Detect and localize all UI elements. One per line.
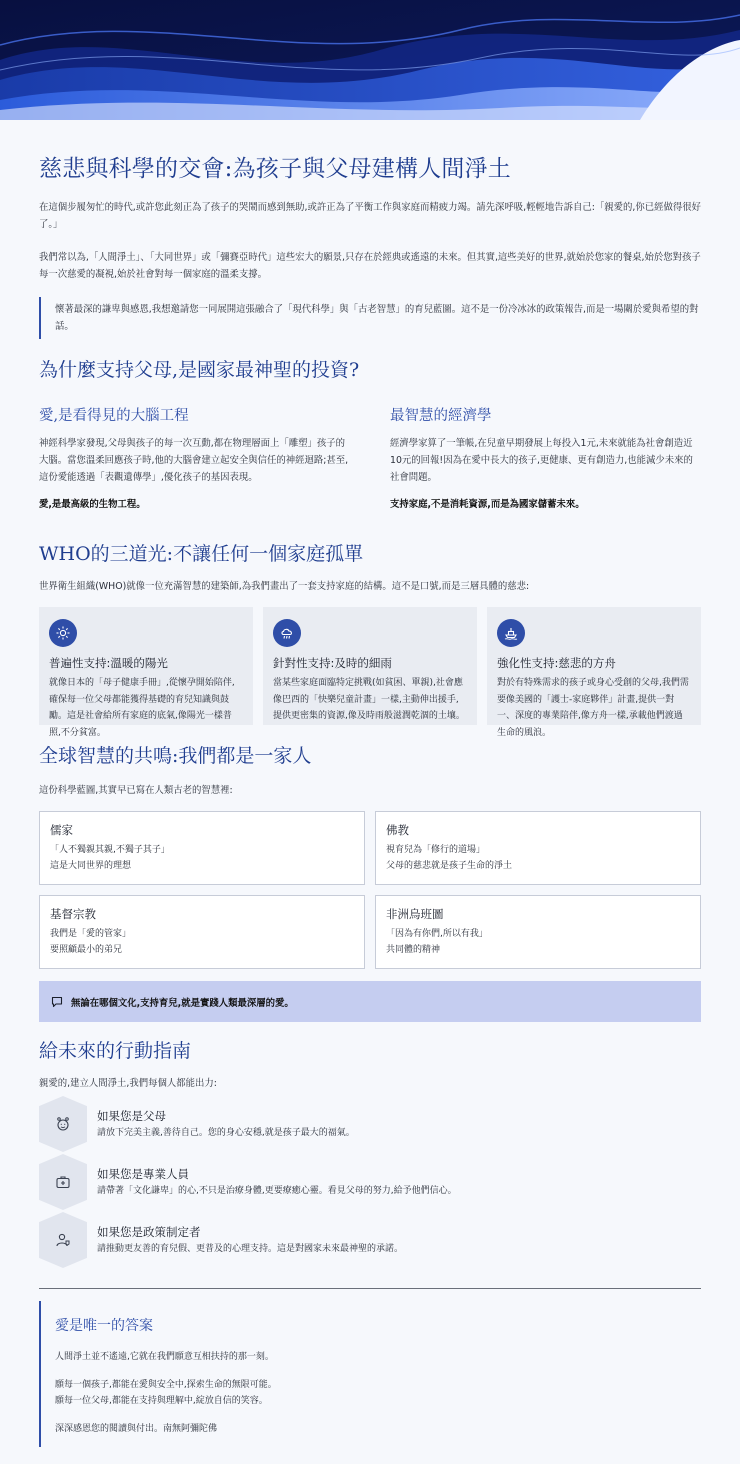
wisdom-line: 共同體的精神 bbox=[386, 945, 441, 955]
who-card-body: 當某些家庭面臨特定挑戰(如貧困、單親),社會應像巴西的「快樂兒童計畫」一樣,主動伸出援手,提供更密集的資源,像及時雨般滋潤乾涸的土壤。 bbox=[273, 678, 465, 721]
action-title: 如果您是政策制定者 bbox=[97, 1224, 201, 1239]
actions-intro: 親愛的,建立人間淨土,我們每個人都能出力: bbox=[39, 1078, 217, 1089]
parent-child-icon bbox=[39, 1096, 87, 1152]
wisdom-title: 基督宗教 bbox=[50, 907, 96, 921]
closing-line: 願每一個孩子,都能在愛與安全中,探索生命的無限可能。 bbox=[55, 1380, 277, 1390]
culture-banner bbox=[39, 981, 701, 1022]
page-title: 慈悲與科學的交會:為孩子與父母建構人間淨土 bbox=[39, 156, 511, 182]
wisdom-line: 我們是「愛的管家」 bbox=[50, 929, 132, 939]
wisdom-box bbox=[375, 811, 701, 885]
who-card bbox=[263, 607, 477, 725]
who-card-title: 普遍性支持:溫暖的陽光 bbox=[49, 656, 168, 670]
action-item bbox=[39, 1098, 701, 1150]
closing-paragraph: 人間淨土並不遙遠,它就在我們願意互相扶持的那一刻。 bbox=[55, 1352, 274, 1362]
action-body: 請放下完美主義,善待自己。您的身心安穩,就是孩子最大的福氣。 bbox=[97, 1127, 355, 1138]
why-column-economics bbox=[390, 404, 701, 513]
action-title: 如果您是父母 bbox=[97, 1108, 166, 1123]
wisdom-line: 視育兒為「修行的道場」 bbox=[386, 845, 486, 855]
closing-line: 願每一位父母,都能在支持與理解中,綻放自信的笑容。 bbox=[55, 1396, 268, 1406]
intro-quote bbox=[39, 297, 701, 339]
wisdom-line: 要照顧最小的弟兄 bbox=[50, 945, 123, 955]
closing-title: 愛是唯一的答案 bbox=[55, 1318, 153, 1334]
who-card-title: 針對性支持:及時的細雨 bbox=[273, 656, 392, 670]
who-intro: 世界衛生組織(WHO)就像一位充滿智慧的建築師,為我們畫出了一套支持家庭的結構。這不是口號,而是三層具體的慈悲: bbox=[39, 581, 530, 592]
intro-paragraph: 我們常以為,「人間淨土」、「大同世界」或「彌賽亞時代」這些宏大的願景,只存在於經典或遙遠的未來。但其實,這些美好的世界,就始於您家的餐桌,始於您對孩子每一次慈愛的凝視,始於社會對每一個家庭的溫柔支撐。 bbox=[39, 252, 701, 280]
wisdom-line: 這是大同世界的理想 bbox=[50, 861, 132, 871]
section-divider bbox=[39, 1288, 701, 1289]
wisdom-title: 儒家 bbox=[50, 823, 73, 837]
why-column-emphasis: 愛,是最高級的生物工程。 bbox=[39, 499, 146, 510]
section-heading-why: 為什麼支持父母,是國家最神聖的投資? bbox=[39, 359, 360, 381]
medical-kit-icon bbox=[39, 1154, 87, 1210]
why-column-body: 神經科學家發現,父母與孩子的每一次互動,都在物理層面上「雕塑」孩子的大腦。當您溫柔回應孩子時,他的大腦會建立起安全與信任的神經迴路;甚至,這份愛能透過「表觀遺傳學」,優化孩子的基因表現。 bbox=[39, 438, 349, 483]
wisdom-box bbox=[375, 895, 701, 969]
wisdom-box bbox=[39, 895, 365, 969]
wisdom-title: 非洲烏班圖 bbox=[386, 907, 444, 921]
why-column-title: 最智慧的經濟學 bbox=[390, 408, 492, 424]
intro-quote-text: 懷著最深的謙卑與感恩,我想邀請您一同展開這張融合了「現代科學」與「古老智慧」的育兒藍圖。這不是一份冷冰冰的政策報告,而是一場關於愛與希望的對話。 bbox=[55, 304, 699, 332]
wisdom-title: 佛教 bbox=[386, 823, 409, 837]
policy-maker-icon bbox=[39, 1212, 87, 1268]
rain-cloud-icon bbox=[273, 619, 301, 647]
action-item bbox=[39, 1156, 701, 1208]
wisdom-box bbox=[39, 811, 365, 885]
who-card-body: 就像日本的「母子健康手冊」,從懷孕開始陪伴,確保每一位父母都能獲得基礎的育兒知識與鼓勵。這是社會給所有家庭的底氣,像陽光一樣普照,不分貧富。 bbox=[49, 678, 235, 738]
why-column-body: 經濟學家算了一筆帳,在兒童早期發展上每投入1元,未來就能為社會創造近10元的回報!因為在愛中長大的孩子,更健康、更有創造力,也能減少未來的社會問題。 bbox=[390, 438, 693, 483]
closing-section bbox=[39, 1301, 701, 1447]
who-cards bbox=[39, 607, 701, 738]
action-item bbox=[39, 1214, 701, 1266]
culture-banner-text: 無論在哪個文化,支持育兒,就是實踐人類最深層的愛。 bbox=[71, 997, 294, 1009]
comment-icon bbox=[51, 996, 63, 1008]
why-column-brain bbox=[39, 404, 350, 513]
section-heading-global: 全球智慧的共鳴:我們都是一家人 bbox=[39, 745, 312, 767]
section-heading-actions: 給未來的行動指南 bbox=[39, 1040, 192, 1062]
boat-icon bbox=[497, 619, 525, 647]
who-card-title: 強化性支持:慈悲的方舟 bbox=[497, 656, 616, 670]
who-card bbox=[487, 607, 701, 738]
global-intro: 這份科學藍圖,其實早已寫在人類古老的智慧裡: bbox=[39, 785, 233, 796]
action-body: 請帶著「文化謙卑」的心,不只是治療身體,更要療癒心靈。看見父母的努力,給予他們信心。 bbox=[97, 1185, 457, 1196]
wisdom-line: 「人不獨親其親,不獨子其子」 bbox=[50, 845, 170, 855]
who-card-body: 對於有特殊需求的孩子或身心受創的父母,我們需要像美國的「護士-家庭夥伴」計畫,提供一對一、深度的專業陪伴,像方舟一樣,承載他們渡過生命的風浪。 bbox=[497, 678, 689, 738]
sun-icon bbox=[49, 619, 77, 647]
why-column-title: 愛,是看得見的大腦工程 bbox=[39, 408, 189, 424]
who-card bbox=[39, 607, 253, 738]
wisdom-line: 「因為有你們,所以有我」 bbox=[386, 929, 488, 939]
wisdom-grid bbox=[39, 811, 701, 969]
action-body: 請推動更友善的育兒假、更普及的心理支持。這是對國家未來最神聖的承諾。 bbox=[97, 1243, 404, 1254]
section-heading-who: WHO的三道光:不讓任何一個家庭孤單 bbox=[39, 543, 364, 565]
hero-banner-image bbox=[0, 0, 740, 120]
action-title: 如果您是專業人員 bbox=[97, 1166, 189, 1181]
why-columns bbox=[39, 404, 701, 513]
wisdom-line: 父母的慈悲就是孩子生命的淨土 bbox=[386, 861, 513, 871]
why-column-emphasis: 支持家庭,不是消耗資源,而是為國家儲蓄未來。 bbox=[390, 499, 585, 510]
closing-signoff: 深深感恩您的閱讀與付出。南無阿彌陀佛 bbox=[55, 1424, 218, 1434]
intro-paragraph: 在這個步履匆忙的時代,或許您此刻正為了孩子的哭鬧而感到無助,或許正為了平衡工作與家庭而精疲力竭。請先深呼吸,輕輕地告訴自己:「親愛的,你已經做得很好了。」 bbox=[39, 202, 701, 230]
